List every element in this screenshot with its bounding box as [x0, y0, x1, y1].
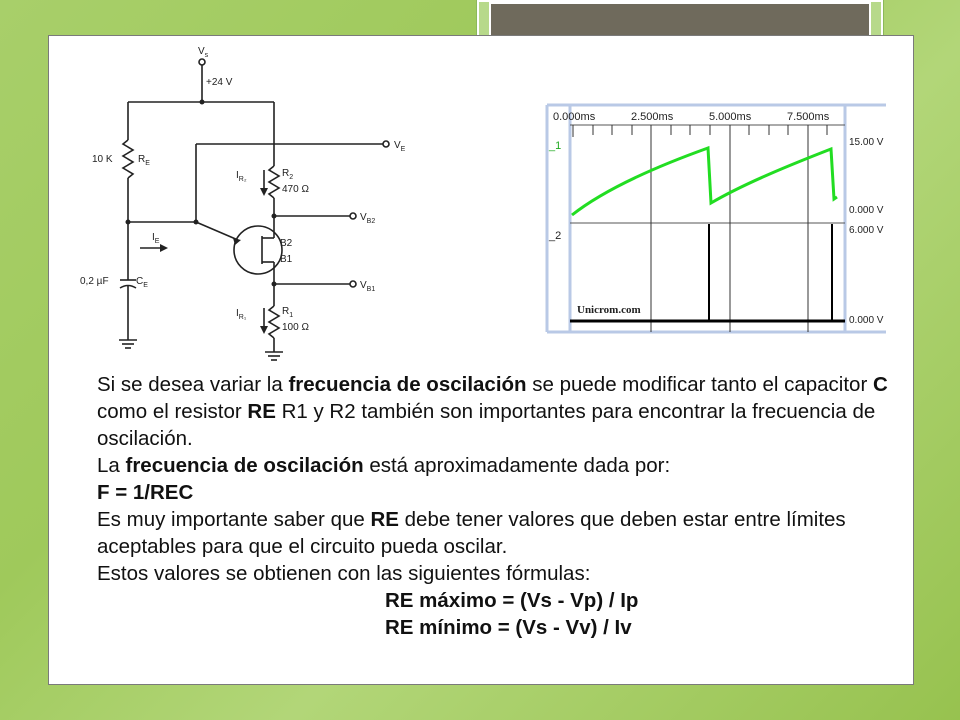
- ujt-circuit-diagram: [78, 40, 438, 370]
- ch1-top-label: 15.00 V: [849, 137, 884, 148]
- re-value: 10 K: [92, 154, 113, 165]
- r2-value: 470 Ω: [282, 184, 309, 195]
- b1-label: B1: [280, 254, 293, 265]
- formula-frequency: F = 1/REC: [97, 481, 194, 504]
- time-label-0: 0.000ms: [553, 111, 596, 123]
- b2-label: B2: [280, 238, 293, 249]
- r2-label: $R_2$: [282, 168, 294, 181]
- watermark: Unicrom.com: [577, 304, 641, 316]
- ch2-top-label: 6.000 V: [849, 225, 884, 236]
- paragraph-5: Estos valores se obtienen con las siguientes fórmulas:: [97, 562, 591, 585]
- time-label-2: 5.000ms: [709, 111, 752, 123]
- re-label: $R_E$: [138, 154, 150, 167]
- supply-voltage: +24 V: [206, 77, 233, 88]
- ch1-bottom-label: 0.000 V: [849, 205, 884, 216]
- ce-label: $C_E$: [136, 276, 148, 289]
- ch2-bottom-label: 0.000 V: [849, 315, 884, 326]
- time-label-3: 7.500ms: [787, 111, 830, 123]
- vb2-label: $V_{B2}$: [360, 212, 376, 225]
- ir1-label: $I_{R_1}$: [236, 308, 247, 321]
- ch1-label: _1: [549, 140, 562, 152]
- vb1-label: $V_{B1}$: [360, 280, 376, 293]
- supply-label: $V_s$: [198, 46, 209, 59]
- r1-label: $R_1$: [282, 306, 294, 319]
- paragraph-4: Es muy importante saber que RE debe tener valores que deben estar entre límites aceptables para que el circuito pueda oscilar.: [97, 508, 846, 558]
- ve-label: $V_E$: [394, 140, 406, 153]
- ir2-label: $I_{R_2}$: [236, 170, 247, 183]
- oscilloscope-display: [545, 103, 888, 334]
- ie-label: $I_E$: [152, 232, 160, 245]
- paragraph-1: Si se desea variar la frecuencia de oscilación se puede modificar tanto el capacitor C como el resistor RE R1 y R2 también son importantes para encontrar la frecuencia de oscilación.: [97, 373, 888, 450]
- formula-re-min: RE mínimo = (Vs - Vv) / Iv: [385, 616, 632, 639]
- explanation-text: [97, 371, 897, 641]
- ch2-label: _2: [549, 230, 562, 242]
- paragraph-2: La frecuencia de oscilación está aproximadamente dada por:: [97, 454, 671, 477]
- r1-value: 100 Ω: [282, 322, 309, 333]
- formula-re-max: RE máximo = (Vs - Vp) / Ip: [385, 589, 639, 612]
- ce-value: 0,2 µF: [80, 276, 109, 287]
- time-label-1: 2.500ms: [631, 111, 674, 123]
